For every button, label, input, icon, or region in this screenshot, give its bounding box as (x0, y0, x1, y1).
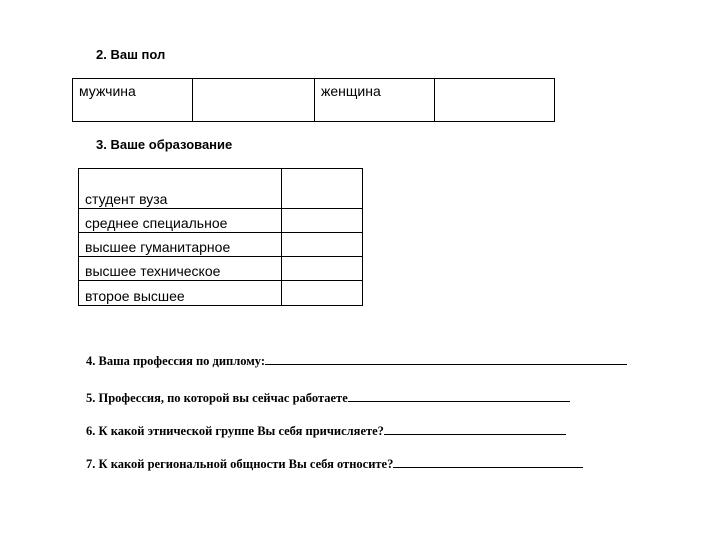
gender-male-answer-cell[interactable] (193, 79, 315, 122)
education-option: студент вуза (79, 169, 282, 209)
gender-female-answer-cell[interactable] (435, 79, 555, 122)
education-answer-cell[interactable] (282, 257, 363, 281)
question-7 (86, 455, 583, 472)
question-5-text: 5. Профессия, по которой вы сейчас работаете (86, 391, 348, 405)
question-7-answer-line[interactable] (393, 455, 583, 468)
education-option: высшее гуманитарное (79, 233, 282, 257)
education-option: второе высшее (79, 281, 282, 306)
gender-table (72, 78, 555, 122)
question-7-text: 7. К какой региональной общности Вы себя относите? (86, 457, 394, 471)
question-5 (86, 389, 570, 406)
question-4 (86, 352, 627, 369)
question-5-answer-line[interactable] (348, 389, 570, 402)
q3-title: 3. Ваше образование (96, 137, 233, 152)
education-option: среднее специальное (79, 209, 282, 233)
education-table (78, 168, 363, 306)
education-answer-cell[interactable] (282, 281, 363, 306)
gender-option-male: мужчина (73, 79, 193, 122)
education-option: высшее техническое (79, 257, 282, 281)
education-answer-cell[interactable] (282, 233, 363, 257)
education-answer-cell[interactable] (282, 169, 363, 209)
education-answer-cell[interactable] (282, 209, 363, 233)
question-4-answer-line[interactable] (265, 352, 627, 365)
question-6 (86, 422, 566, 439)
gender-option-female: женщина (315, 79, 435, 122)
question-4-text: 4. Ваша профессия по диплому: (86, 354, 266, 368)
q2-title: 2. Ваш пол (96, 47, 166, 62)
question-6-text: 6. К какой этнической группе Вы себя причисляете? (86, 424, 384, 438)
question-6-answer-line[interactable] (384, 422, 566, 435)
